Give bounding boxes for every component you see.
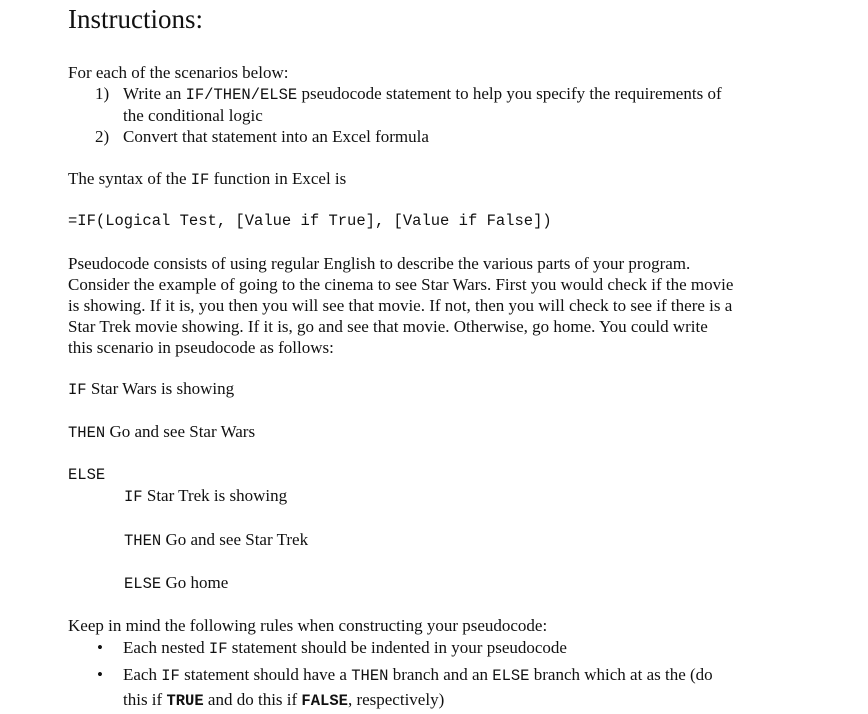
pseudocode-else-go-home [124, 573, 228, 593]
bullet-2: • [97, 665, 103, 684]
rules-intro: Keep in mind the following rules when constructing your pseudocode: [68, 616, 548, 635]
nested-else-action: Go home [161, 573, 229, 592]
syntax-intro-pre: The syntax of the [68, 169, 191, 188]
rule-2-else-code: ELSE [492, 667, 530, 685]
step-1-line-1 [123, 84, 722, 104]
rule-2-line-2 [123, 690, 444, 710]
rule-2-if-code: IF [161, 667, 180, 685]
nested-if-keyword: IF [124, 488, 143, 506]
syntax-intro [68, 169, 346, 189]
rule-2-true-code: TRUE [166, 692, 204, 710]
pseudocode-if-star-wars [68, 379, 234, 399]
nested-then-keyword: THEN [124, 532, 162, 550]
rule-1-pre: Each nested [123, 638, 209, 657]
pseudocode-then-star-wars [68, 422, 255, 442]
step-1-post: pseudocode statement to help you specify the requirements of [297, 84, 722, 103]
excel-if-formula: =IF(Logical Test, [Value if True], [Value if False]) [68, 212, 552, 230]
intro-text: For each of the scenarios below: [68, 63, 289, 82]
then-keyword: THEN [68, 424, 106, 442]
pseudocode-then-star-trek [124, 530, 308, 550]
rule-1-text [123, 638, 567, 658]
step-1-number: 1) [95, 84, 110, 103]
nested-else-keyword: ELSE [124, 575, 162, 593]
syntax-intro-post: function in Excel is [209, 169, 347, 188]
then-action: Go and see Star Wars [105, 422, 256, 441]
rule-1-code: IF [208, 640, 228, 658]
if-keyword: IF [68, 381, 87, 399]
rule-2-mid-1: statement should have a [179, 665, 352, 684]
nested-if-condition: Star Trek is showing [142, 486, 288, 505]
paragraph-line-2: Consider the example of going to the cinema to see Star Wars. First you would check if the movie [68, 275, 734, 294]
step-1-pre: Write an [123, 84, 186, 103]
pseudocode-if-star-trek [124, 486, 287, 506]
syntax-intro-code: IF [190, 171, 210, 189]
paragraph-line-5: this scenario in pseudocode as follows: [68, 338, 334, 357]
bullet-1: • [97, 638, 103, 657]
rule-2-post: branch which at as the (do [529, 665, 713, 684]
step-1-line-2: the conditional logic [123, 106, 263, 125]
step-1-code: IF/THEN/ELSE [185, 86, 298, 104]
page-title: Instructions: [68, 4, 203, 34]
rule-2-then-code: THEN [351, 667, 389, 685]
rule-2-line-1 [123, 665, 713, 685]
else-keyword: ELSE [68, 466, 106, 484]
rule-2-pre: Each [123, 665, 162, 684]
rule-2-mid-2: branch and an [388, 665, 493, 684]
if-condition: Star Wars is showing [86, 379, 235, 398]
nested-then-action: Go and see Star Trek [161, 530, 309, 549]
rule-2-line-2-mid: and do this if [203, 690, 302, 709]
step-2-number: 2) [95, 127, 110, 146]
rule-1-post: statement should be indented in your pseudocode [227, 638, 567, 657]
paragraph-line-4: Star Trek movie showing. If it is, go and see that movie. Otherwise, go home. You could write [68, 317, 708, 336]
rule-2-line-2-post: , respectively) [347, 690, 445, 709]
rule-2-false-code: FALSE [301, 692, 348, 710]
paragraph-line-1: Pseudocode consists of using regular English to describe the various parts of your program. [68, 254, 691, 273]
pseudocode-else [68, 464, 105, 484]
step-2-text: Convert that statement into an Excel formula [123, 127, 429, 146]
rule-2-line-2-pre: this if [123, 690, 167, 709]
paragraph-line-3: is showing. If it is, you then you will see that movie. If not, then you will check to see if there is a [68, 296, 733, 315]
